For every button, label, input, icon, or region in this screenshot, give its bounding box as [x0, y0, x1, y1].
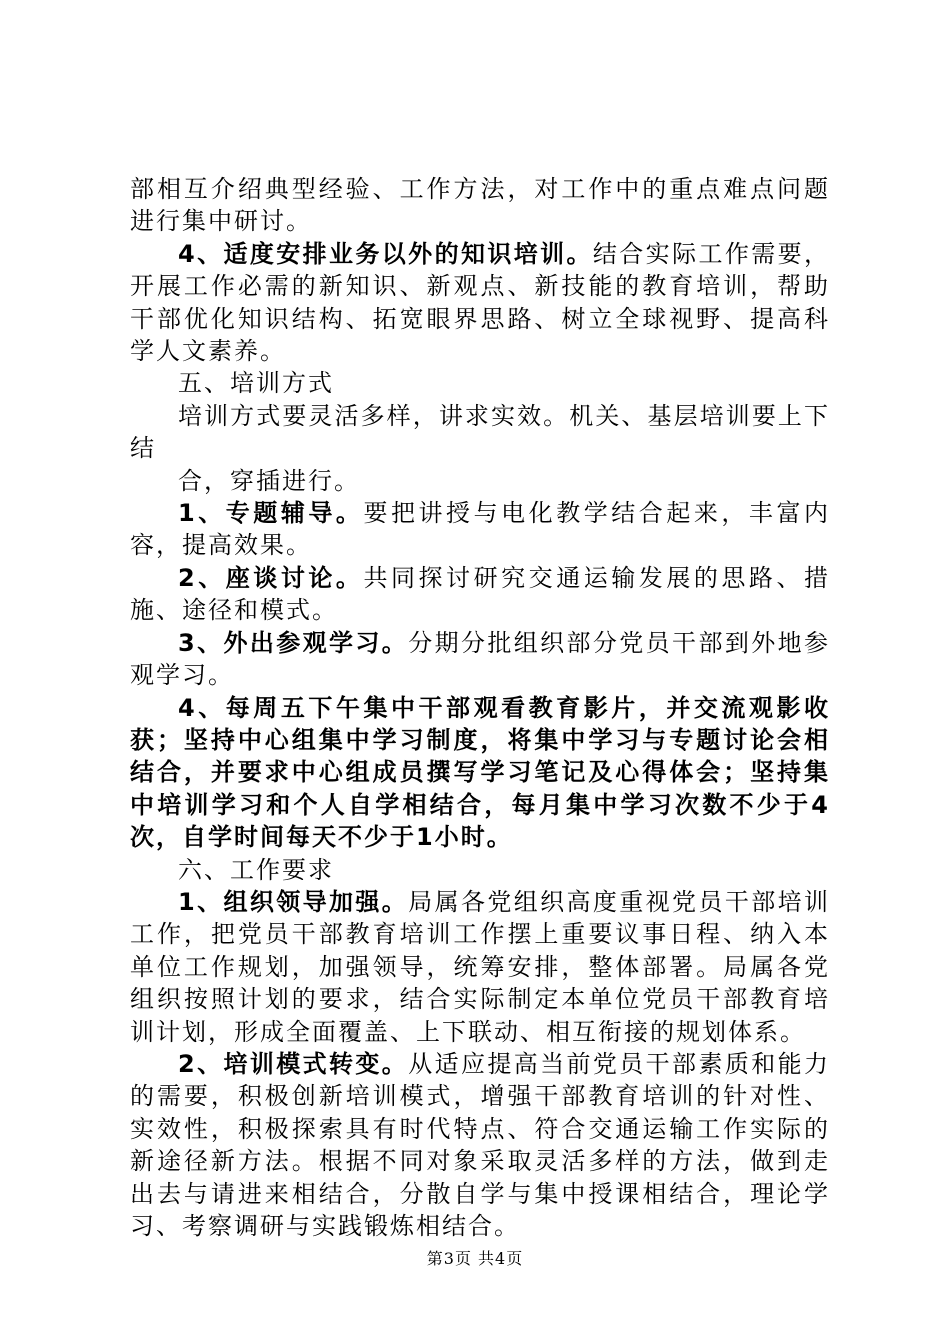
paragraph-lead: 1、专题辅导。 [178, 499, 364, 528]
paragraph-leadership [130, 886, 830, 1048]
paragraph-visit-study [130, 627, 830, 692]
paragraph-methods-intro-cont [130, 465, 830, 497]
document-body [130, 173, 830, 1242]
section-heading-training-methods [130, 367, 830, 399]
paragraph-lead: 3、外出参观学习。 [178, 628, 409, 657]
paragraph-lead: 4、适度安排业务以外的知识培训。 [178, 239, 593, 268]
paragraph-text: 4、每周五下午集中干部观看教育影片，并交流观影收获；坚持中心组集中学习制度，将集中学习与专题讨论会相结合，并要求中心组成员撰写学习笔记及心得体会；坚持集中培训学习和个人自学相结合，每月集中学习次数不少于4次，自学时间每天不少于1小时。 [130, 693, 830, 852]
heading-text: 五、培训方式 [178, 369, 334, 398]
paragraph-text: 分期分批组织部分党员干部到外地参观学习。 [130, 628, 830, 690]
paragraph-text: 从适应提高当前党员干部素质和能力的需要，积极创新培训模式，增强干部教育培训的针对性、实效性，积极探索具有时代特点、符合交通运输工作实际的新途径新方法。根据不同对象采取灵活多样的方法，做到走出去与请进来相结合，分散自学与集中授课相结合，理论学习、考察调研与实践锻炼相结合。 [130, 1049, 830, 1240]
paragraph-text: 结合实际工作需要，开展工作必需的新知识、新观点、新技能的教育培训，帮助干部优化知识结构、拓宽眼界思路、树立全球视野、提高科学人文素养。 [130, 239, 831, 366]
heading-text: 六、工作要求 [178, 855, 334, 884]
paragraph-weekly-study [130, 692, 830, 854]
paragraph-text: 局属各党组织高度重视党员干部培训工作，把党员干部教育培训工作摆上重要议事日程、纳入本单位工作规划，加强领导，统筹安排，整体部署。局属各党组织按照计划的要求，结合实际制定本单位党员干部教育培训计划，形成全面覆盖、上下联动、相互衔接的规划体系。 [130, 887, 830, 1046]
paragraph-discussion [130, 562, 830, 627]
paragraph-lead: 2、培训模式转变。 [178, 1049, 409, 1078]
paragraph-text: 培训方式要灵活多样，讲求实效。机关、基层培训要上下结 [130, 401, 830, 463]
section-heading-work-requirements [130, 854, 830, 886]
paragraph-text: 要把讲授与电化教学结合起来，丰富内容，提高效果。 [130, 499, 831, 560]
paragraph-special-tutoring [130, 497, 830, 562]
paragraph-text: 共同探讨研究交通运输发展的思路、措施、途径和模式。 [130, 563, 831, 625]
paragraph-text: 部相互介绍典型经验、工作方法，对工作中的重点难点问题进行集中研讨。 [130, 175, 830, 236]
paragraph-knowledge-training [130, 238, 830, 368]
paragraph-training-mode [130, 1048, 830, 1242]
paragraph-lead: 1、组织领导加强。 [178, 887, 409, 916]
paragraph-lead: 2、座谈讨论。 [178, 563, 364, 592]
paragraph-continuation [130, 173, 830, 238]
paragraph-methods-intro [130, 400, 830, 465]
page-footer [0, 1246, 950, 1269]
paragraph-text: 合，穿插进行。 [178, 466, 360, 495]
page-number: 第3页 共4页 [426, 1249, 524, 1268]
